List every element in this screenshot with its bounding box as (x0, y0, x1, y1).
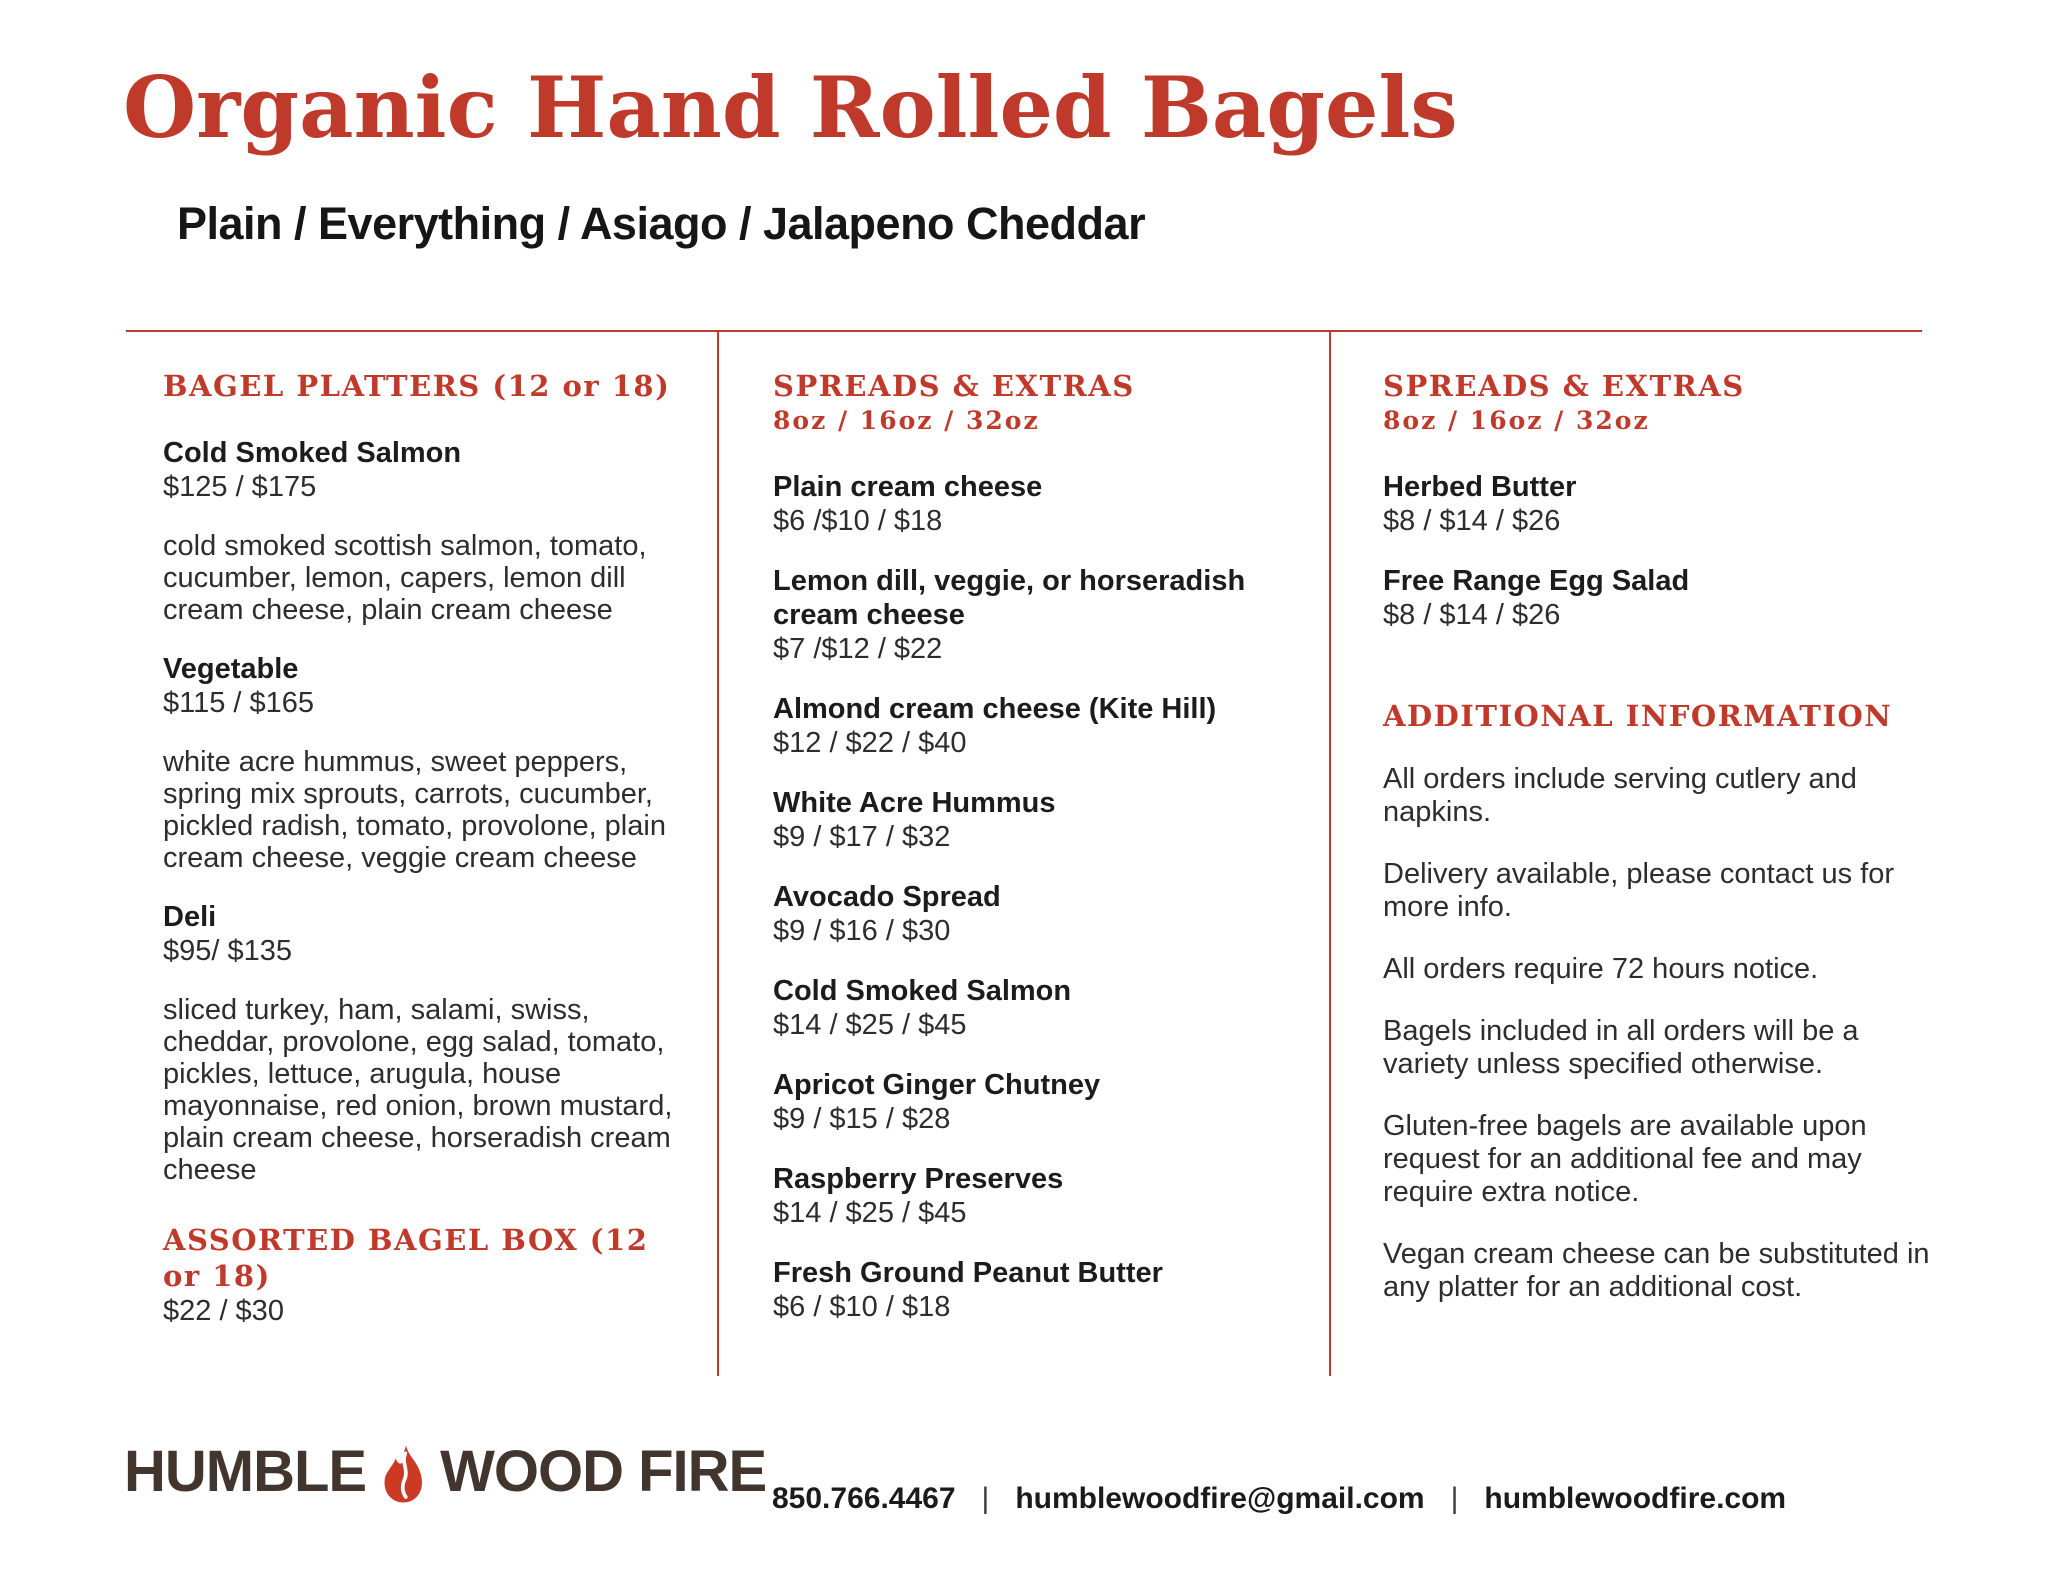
menu-item-name: Cold Smoked Salmon (773, 975, 1072, 1007)
menu-item-name: Herbed Butter (1383, 471, 1577, 503)
menu-item (773, 786, 1298, 854)
menu-item-name: Almond cream cheese (Kite Hill) (773, 693, 1217, 725)
vertical-divider-2 (1329, 332, 1331, 1376)
menu-item-name: Lemon dill, veggie, or horseradish cream cheese (773, 565, 1246, 631)
menu-item-price: $14 / $25 / $45 (773, 1197, 967, 1229)
menu-item-name: Deli (163, 901, 217, 933)
menu-item-price: $6 /$10 / $18 (773, 505, 943, 537)
menu-item-name: Cold Smoked Salmon (163, 437, 462, 469)
menu-item-name: Plain cream cheese (773, 471, 1043, 503)
section-subheading: 8oz / 16oz / 32oz (773, 406, 1040, 435)
menu-item-price: $7 /$12 / $22 (773, 633, 943, 665)
footer-website: humblewoodfire.com (1484, 1482, 1787, 1515)
menu-item-price: $6 / $10 / $18 (773, 1291, 951, 1323)
info-paragraph: All orders include serving cutlery and napkins. (1383, 763, 1857, 828)
menu-item-price: $8 / $14 / $26 (1383, 599, 1561, 631)
footer-email: humblewoodfire@gmail.com (1015, 1482, 1425, 1515)
info-paragraph: Vegan cream cheese can be substituted in any platter for an additional cost. (1383, 1238, 1930, 1303)
menu-item-name: Avocado Spread (773, 881, 1001, 913)
menu-item (163, 652, 688, 874)
menu-item-name: Raspberry Preserves (773, 1163, 1064, 1195)
menu-item-price: $12 / $22 / $40 (773, 727, 967, 759)
logo-word-wood-fire: WOOD FIRE (440, 1439, 767, 1504)
menu-item (773, 880, 1298, 948)
menu-item (1383, 470, 1931, 538)
menu-item (773, 974, 1298, 1042)
column-spreads-extras-1 (773, 368, 1298, 1350)
menu-item (773, 1068, 1298, 1136)
page-subtitle: Plain / Everything / Asiago / Jalapeno Cheddar (177, 198, 1146, 249)
section-subheading: 8oz / 16oz / 32oz (1383, 406, 1650, 435)
menu-item-description: cold smoked scottish salmon, tomato, cucumber, lemon, capers, lemon dill cream cheese, plain cream cheese (163, 530, 647, 626)
section-heading: SPREADS & EXTRAS (1383, 369, 1745, 403)
separator-pipe: | (981, 1482, 990, 1515)
menu-item-price: $22 / $30 (163, 1295, 284, 1327)
menu-item-name: Fresh Ground Peanut Butter (773, 1257, 1163, 1289)
menu-item-description: sliced turkey, ham, salami, swiss, cheddar, provolone, egg salad, tomato, pickles, lettuce, arugula, house mayonnaise, red onion, brown mustard, plain cream cheese, horseradish cream cheese (163, 994, 673, 1186)
menu-item-price: $8 / $14 / $26 (1383, 505, 1561, 537)
page-title: Organic Hand Rolled Bagels (123, 58, 1458, 157)
menu-item (163, 900, 688, 1186)
menu-item-price: $9 / $16 / $30 (773, 915, 951, 947)
logo-word-humble: HUMBLE (124, 1439, 367, 1504)
horizontal-divider (126, 330, 1922, 332)
humble-wood-fire-logo (124, 1438, 766, 1505)
column-spreads-extras-2 (1383, 368, 1931, 1304)
menu-item-price: $14 / $25 / $45 (773, 1009, 967, 1041)
info-paragraph: Gluten-free bagels are available upon request for an additional fee and may require extra notice. (1383, 1110, 1867, 1208)
section-heading: BAGEL PLATTERS (12 or 18) (163, 369, 671, 403)
flame-icon (380, 1443, 426, 1505)
menu-item-price: $115 / $165 (163, 687, 315, 719)
menu-item-price: $9 / $17 / $32 (773, 821, 951, 853)
menu-item-name: Free Range Egg Salad (1383, 565, 1690, 597)
menu-item-price: $9 / $15 / $28 (773, 1103, 951, 1135)
menu-item (773, 564, 1298, 666)
menu-item (773, 1162, 1298, 1230)
menu-item (773, 692, 1298, 760)
menu-item-price: $95/ $135 (163, 935, 293, 967)
menu-item (773, 470, 1298, 538)
info-paragraph: All orders require 72 hours notice. (1383, 953, 1819, 985)
info-paragraph: Bagels included in all orders will be a variety unless specified otherwise. (1383, 1015, 1859, 1080)
menu-item-name: Vegetable (163, 653, 299, 685)
menu-item-description: white acre hummus, sweet peppers, spring mix sprouts, carrots, cucumber, pickled radish, tomato, provolone, plain cream cheese, veggie cream cheese (163, 746, 666, 874)
menu-item-price: $125 / $175 (163, 471, 317, 503)
footer-phone: 850.766.4467 (772, 1482, 956, 1515)
column-bagel-platters (163, 368, 688, 1328)
separator-pipe: | (1450, 1482, 1459, 1515)
menu-item-name: White Acre Hummus (773, 787, 1056, 819)
footer-contact (772, 1482, 1786, 1516)
vertical-divider-1 (717, 332, 719, 1376)
menu-item-name: Apricot Ginger Chutney (773, 1069, 1101, 1101)
section-heading-assorted-box: ASSORTED BAGEL BOX (12 or 18) (163, 1223, 649, 1293)
info-paragraph: Delivery available, please contact us for more info. (1383, 858, 1894, 923)
section-heading: SPREADS & EXTRAS (773, 369, 1135, 403)
menu-item (773, 1256, 1298, 1324)
section-heading-additional-info: ADDITIONAL INFORMATION (1383, 699, 1893, 733)
menu-item (163, 436, 688, 626)
menu-item (1383, 564, 1931, 632)
